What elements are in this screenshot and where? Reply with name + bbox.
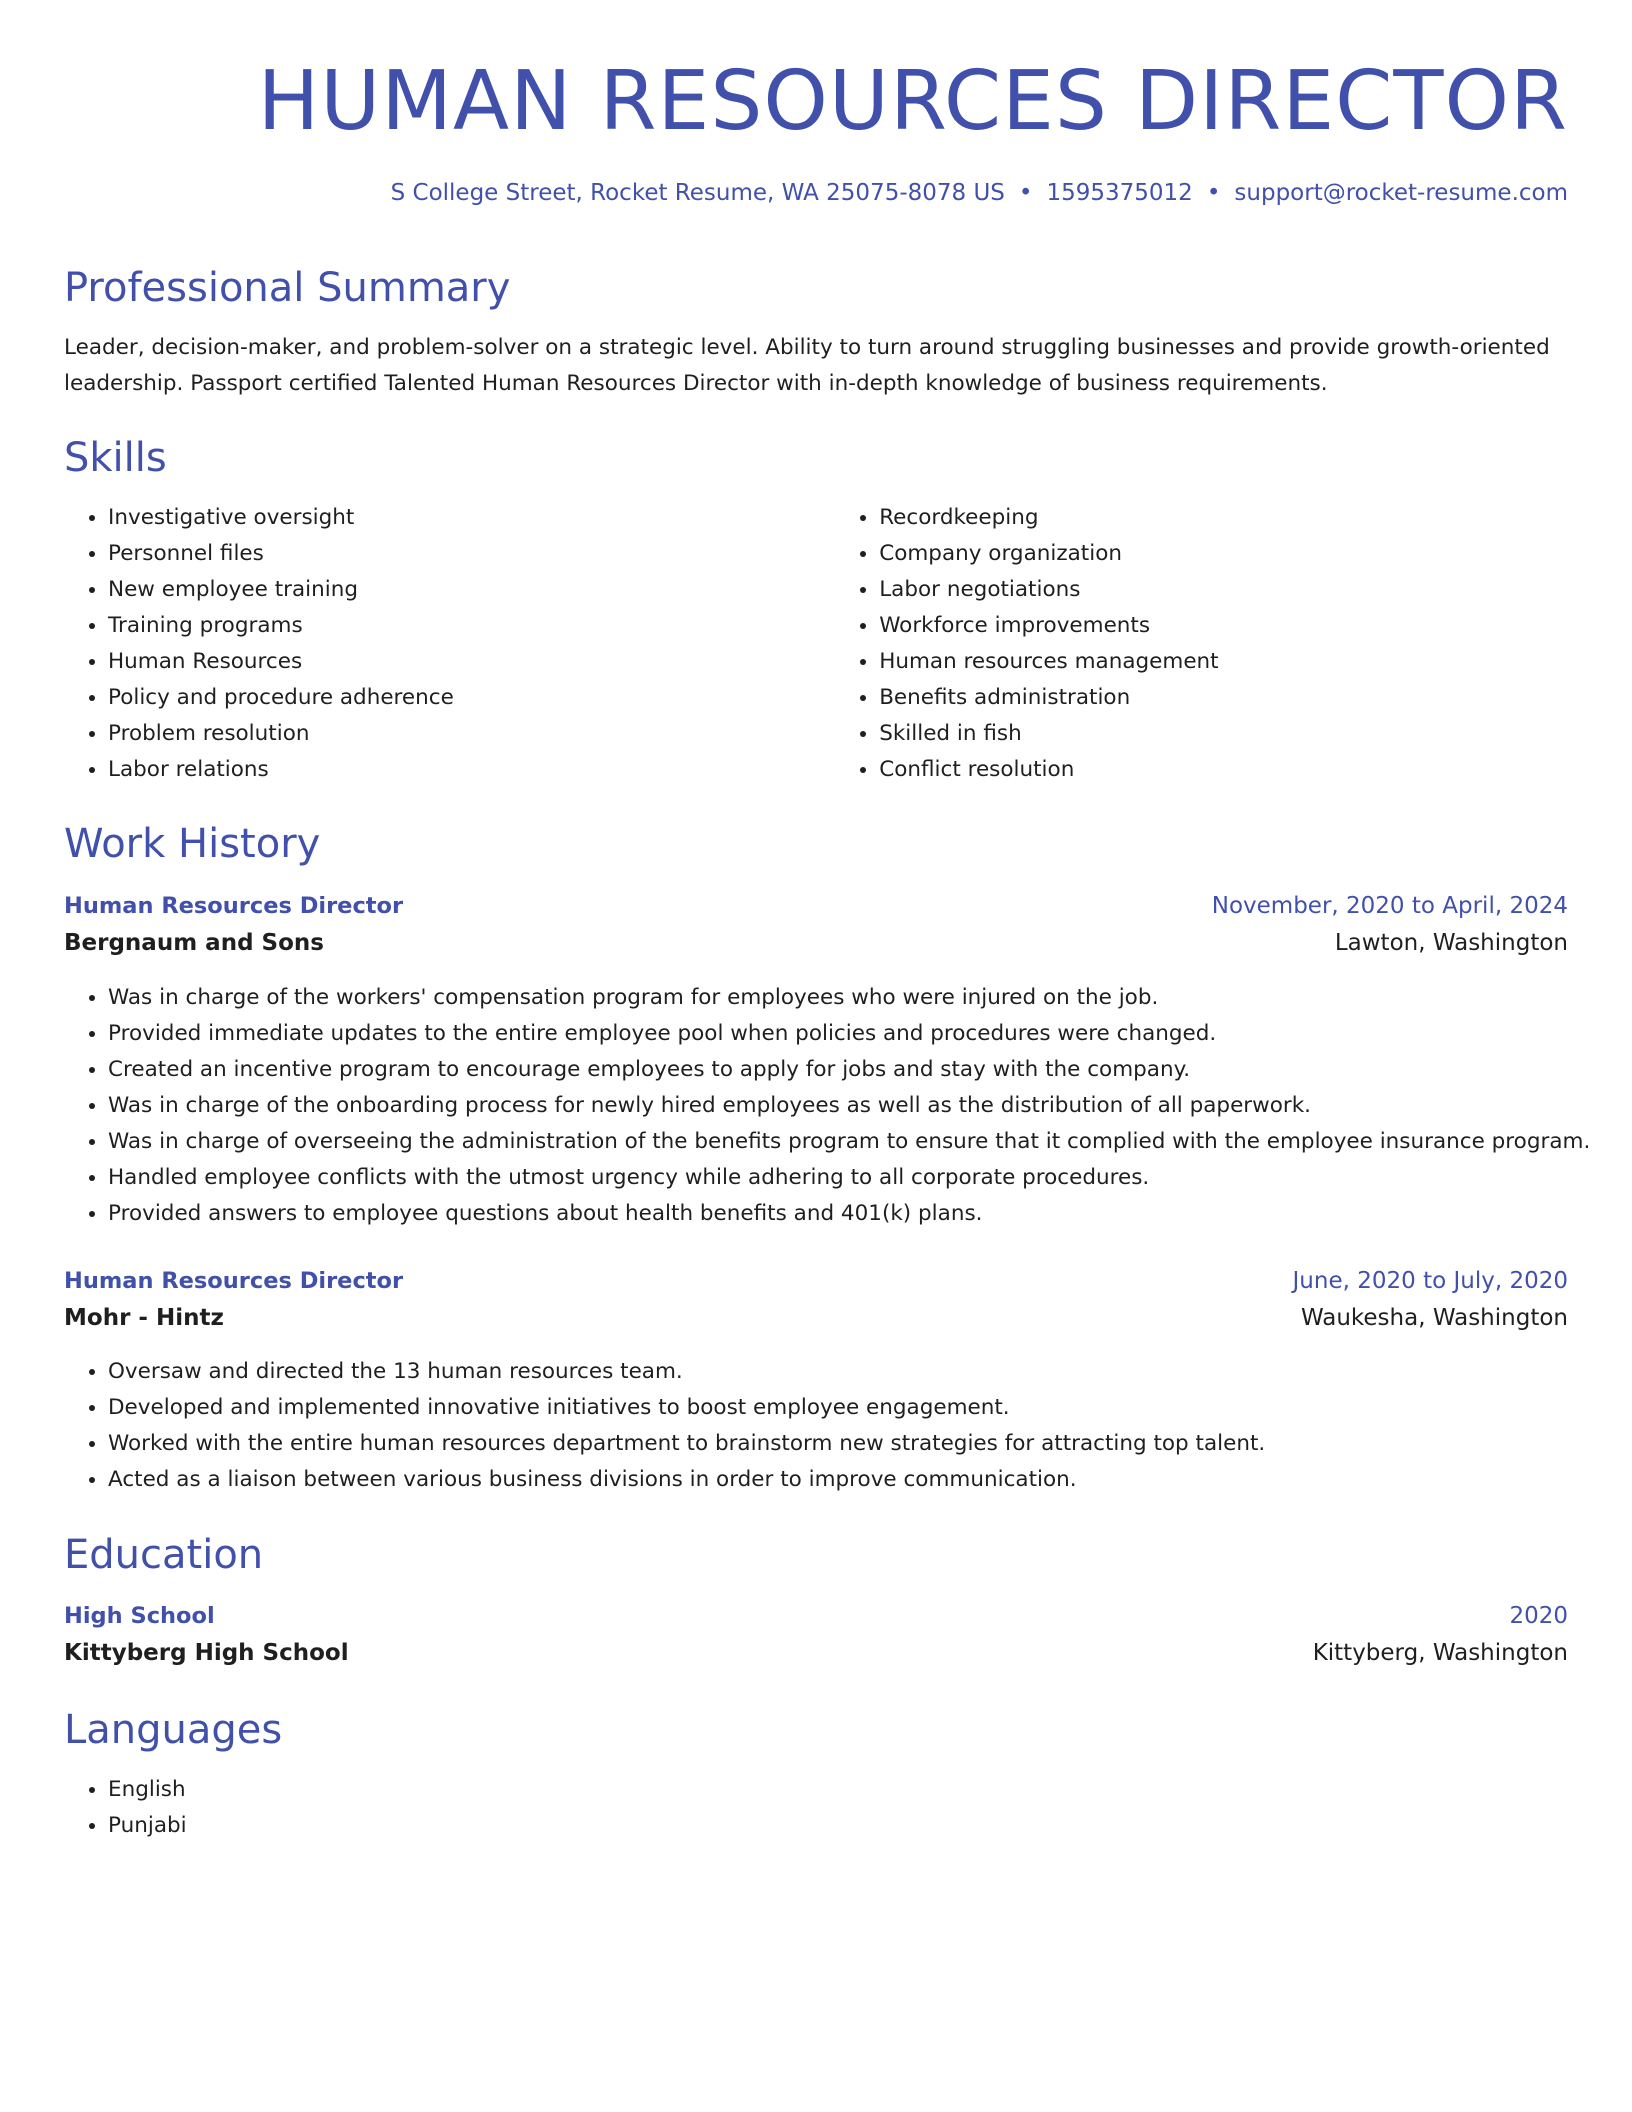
languages-list — [64, 1772, 1568, 1844]
skills-column-left — [64, 500, 835, 788]
section-title-education: Education — [64, 1532, 264, 1578]
skill-item: • Conflict resolution — [879, 752, 1568, 788]
section-title-work-history: Work History — [64, 821, 321, 867]
job-bullet: • Oversaw and directed the 13 human resources team. — [108, 1354, 1568, 1390]
job-company: Mohr - Hintz — [64, 1305, 224, 1331]
skill-item: • Problem resolution — [108, 716, 835, 752]
skill-item: • Training programs — [108, 608, 835, 644]
contact-email: support@rocket-resume.com — [1234, 180, 1568, 206]
job-title: Human Resources Director — [64, 1268, 404, 1294]
job-header — [64, 888, 1568, 924]
job-company: Bergnaum and Sons — [64, 930, 324, 956]
skill-item: • Workforce improvements — [879, 608, 1568, 644]
job-bullet: • Provided answers to employee questions about health benefits and 401(k) plans. — [108, 1196, 1568, 1232]
job-location: Waukesha, Washington — [1300, 1305, 1568, 1331]
language-item: • Punjabi — [108, 1808, 1568, 1844]
job-bullet: • Provided immediate updates to the entire employee pool when policies and procedures were changed. — [108, 1016, 1568, 1052]
skill-item: • Labor relations — [108, 752, 835, 788]
skill-item: • Benefits administration — [879, 680, 1568, 716]
job-bullet: • Was in charge of the onboarding process for newly hired employees as well as the distribution of all paperwork. — [108, 1088, 1568, 1124]
section-title-languages: Languages — [64, 1707, 283, 1753]
education-degree: High School — [64, 1603, 215, 1629]
contact-separator: • — [1206, 180, 1221, 206]
summary-text: Leader, decision-maker, and problem-solver on a strategic level. Ability to turn around struggling businesses and provide growth-oriented leadership. Passport certified Talented Human Resources Director with in-depth knowledge of business requirements. — [64, 335, 1550, 396]
job-bullets — [64, 980, 1591, 1232]
skill-item: • Skilled in fish — [879, 716, 1568, 752]
job-bullet: • Worked with the entire human resources department to brainstorm new strategies for attracting top talent. — [108, 1426, 1568, 1462]
skill-item: • New employee training — [108, 572, 835, 608]
education-header — [64, 1598, 1568, 1634]
education-subheader — [64, 1634, 1568, 1672]
skills-list — [64, 500, 1568, 788]
skill-item: • Human Resources — [108, 644, 835, 680]
skill-item: • Company organization — [879, 536, 1568, 572]
job-title: Human Resources Director — [64, 893, 404, 919]
contact-line — [64, 178, 1568, 208]
job-dates: June, 2020 to July, 2020 — [1292, 1268, 1568, 1294]
job-subheader — [64, 924, 1568, 962]
job-bullet: • Created an incentive program to encourage employees to apply for jobs and stay with the company. — [108, 1052, 1568, 1088]
language-item: • English — [108, 1772, 1568, 1808]
contact-phone: 1595375012 — [1046, 180, 1193, 206]
job-entry — [64, 888, 1568, 962]
job-dates: November, 2020 to April, 2024 — [1211, 893, 1568, 919]
job-bullet: • Developed and implemented innovative initiatives to boost employee engagement. — [108, 1390, 1568, 1426]
job-bullet: • Was in charge of the workers' compensation program for employees who were injured on the job. — [108, 980, 1568, 1016]
job-entry — [64, 1263, 1568, 1337]
skill-item: • Policy and procedure adherence — [108, 680, 835, 716]
job-bullet: • Was in charge of overseeing the administration of the benefits program to ensure that it complied with the employee insurance program. — [108, 1124, 1568, 1160]
skill-item: • Personnel files — [108, 536, 835, 572]
skill-item: • Human resources management — [879, 644, 1568, 680]
resume-name: HUMAN RESOURCES DIRECTOR — [257, 54, 1568, 149]
education-location: Kittyberg, Washington — [1312, 1640, 1568, 1666]
job-bullet: • Handled employee conflicts with the utmost urgency while adhering to all corporate procedures. — [108, 1160, 1568, 1196]
job-location: Lawton, Washington — [1334, 930, 1568, 956]
contact-address: S College Street, Rocket Resume, WA 25075-8078 US — [390, 180, 1005, 206]
job-bullet: • Acted as a liaison between various business divisions in order to improve communication. — [108, 1462, 1568, 1498]
education-school: Kittyberg High School — [64, 1640, 349, 1666]
skill-item: • Investigative oversight — [108, 500, 835, 536]
skills-column-right — [835, 500, 1568, 788]
skill-item: • Recordkeeping — [879, 500, 1568, 536]
education-year: 2020 — [1509, 1603, 1568, 1629]
job-subheader — [64, 1299, 1568, 1337]
job-header — [64, 1263, 1568, 1299]
section-title-skills: Skills — [64, 435, 167, 481]
skill-item: • Labor negotiations — [879, 572, 1568, 608]
job-bullets — [64, 1354, 1568, 1498]
contact-separator: • — [1018, 180, 1033, 206]
education-entry — [64, 1598, 1568, 1672]
section-title-summary: Professional Summary — [64, 265, 511, 311]
